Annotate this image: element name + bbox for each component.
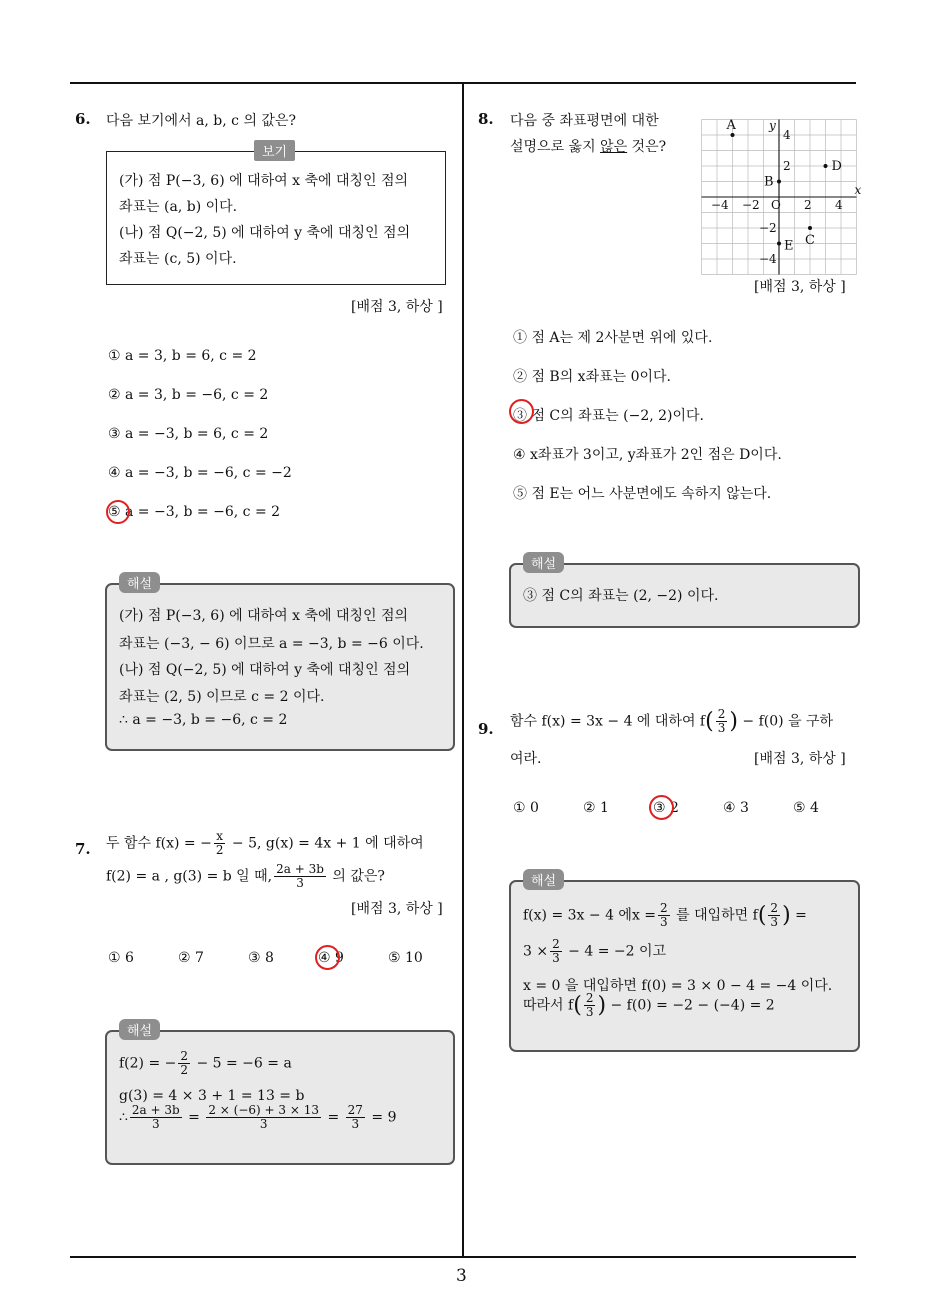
q9-solution-tag: 해설 — [523, 869, 564, 890]
q6-solution-box — [105, 583, 455, 751]
q8-number: 8. — [478, 110, 494, 128]
q8-stem-underlined: 않은 — [600, 139, 628, 155]
q9-score: [배점 3, 하상 ] — [754, 751, 846, 767]
point-label-e: E — [784, 238, 794, 254]
answer-mark-circle — [315, 945, 340, 970]
q7-stem-line1 — [106, 830, 424, 857]
q9-solution-line2 — [523, 938, 666, 965]
q8-choice-5[interactable]: ⑤ 점 E는 어느 사분면에도 속하지 않는다. — [513, 486, 772, 502]
q9-sol-fraction — [550, 938, 562, 965]
x-tick-label: O — [771, 198, 781, 212]
q7-choice-5[interactable]: ⑤ 10 — [388, 950, 423, 966]
q6-choice-1[interactable]: ① a = 3, b = 6, c = 2 — [108, 348, 257, 364]
q9-choice-1[interactable]: ① 0 — [513, 800, 539, 816]
q7-sol-fraction — [206, 1104, 321, 1131]
q6-score: [배점 3, 하상 ] — [351, 299, 443, 315]
q8-solution-line: ③ 점 C의 좌표는 (2, −2) 이다. — [523, 588, 719, 604]
q8-solution-tag: 해설 — [523, 552, 564, 573]
x-tick-label: 2 — [804, 198, 812, 212]
q6-choice-2[interactable]: ② a = 3, b = −6, c = 2 — [108, 387, 269, 403]
point-label-a: A — [726, 118, 736, 133]
column-divider — [462, 82, 464, 1257]
page-number: 3 — [456, 1266, 467, 1286]
q6-box-line: 좌표는 (a, b) 이다. — [119, 199, 238, 215]
x-tick-label: −2 — [742, 198, 760, 212]
q6-solution-line: ∴ a = −3, b = −6, c = 2 — [119, 712, 288, 728]
q9-choice-5[interactable]: ⑤ 4 — [793, 800, 819, 816]
q8-stem-line2 — [510, 136, 666, 156]
q9-stem-line1: 함수 f(x) = 3x − 4 에 대하여 f( $\frac{2}{3}$ ) − f(0) 을 구하 — [510, 707, 834, 735]
q8-choice-1[interactable]: ① 점 A는 제 2사분면 위에 있다. — [513, 330, 713, 346]
q8-coordinate-graph — [700, 117, 862, 279]
q7-sol-text: = 9 — [366, 1109, 397, 1126]
q7-frac-den: 3 — [296, 876, 304, 890]
q6-solution-line: (가) 점 P(−3, 6) 에 대하여 x 축에 대칭인 점의 — [119, 608, 409, 624]
q7-solution-line2: g(3) = 4 × 3 + 1 = 13 = b — [119, 1088, 305, 1104]
q7-stem-line2 — [106, 863, 385, 890]
q9-choice-2[interactable]: ② 1 — [583, 800, 609, 816]
q6-solution-line: 좌표는 (2, 5) 이므로 c = 2 이다. — [119, 689, 325, 705]
q7-choice-1[interactable]: ① 6 — [108, 950, 134, 966]
q7-sol-num: 2 × (−6) + 3 × 13 — [208, 1103, 320, 1117]
q7-solution-line1 — [119, 1050, 292, 1077]
x-tick-label: 4 — [835, 198, 843, 212]
q9-sol-num: 2 — [552, 937, 560, 951]
point-label-d: D — [831, 159, 842, 174]
q9-sol-text: 3 × — [523, 943, 549, 960]
q6-choice-5[interactable]: ⑤ a = −3, b = −6, c = 2 — [108, 504, 281, 520]
q9-frac-den: 3 — [717, 721, 726, 735]
q7-sol-text: ∴ — [119, 1109, 128, 1126]
q7-stem-text: f(2) = a , g(3) = b 일 때, — [106, 868, 273, 885]
q7-sol-text: = — [323, 1109, 344, 1126]
q9-stem-text: − f(0) 을 구하 — [737, 713, 834, 730]
q9-fraction — [716, 708, 728, 735]
point-a — [731, 133, 735, 137]
q9-sol-den: 3 — [585, 1005, 594, 1019]
q8-stem-text: 것은? — [627, 139, 667, 155]
q6-solution-line: 좌표는 (−3, − 6) 이므로 a = −3, b = −6 이다. — [119, 636, 424, 652]
q7-sol-text: − 5 = −6 = a — [192, 1055, 292, 1072]
q9-sol-den: 3 — [770, 915, 779, 929]
q9-number: 9. — [478, 720, 494, 738]
q7-solution-line3 — [119, 1104, 396, 1131]
q7-solution-tag: 해설 — [119, 1019, 160, 1040]
q9-sol-text: 를 대입하면 f — [671, 907, 758, 924]
q9-choice-3[interactable]: ③ 2 — [653, 800, 679, 816]
q7-sol-den: 3 — [259, 1117, 268, 1131]
q6-example-box — [106, 151, 446, 285]
q9-sol-text: 따라서 f — [523, 997, 574, 1014]
point-e — [777, 242, 781, 246]
q9-sol-num: 2 — [585, 991, 594, 1005]
q7-sol-text: = — [183, 1109, 205, 1126]
q8-choice-3[interactable]: ③ 점 C의 좌표는 (−2, 2)이다. — [513, 408, 704, 424]
q6-example-tag: 보기 — [254, 140, 295, 161]
q7-choice-4[interactable]: ④ 9 — [318, 950, 344, 966]
q7-sol-text: f(2) = − — [119, 1055, 177, 1072]
y-tick-label: 2 — [783, 159, 791, 173]
q9-sol-text: f(x) = 3x − 4 에x = — [523, 907, 657, 924]
q9-sol-fraction — [768, 902, 780, 929]
q7-sol-fraction — [178, 1050, 190, 1077]
q7-choice-3[interactable]: ③ 8 — [248, 950, 274, 966]
q7-fraction — [214, 830, 226, 857]
q7-solution-box — [105, 1030, 455, 1165]
q7-stem-text: 의 값은? — [327, 868, 385, 885]
q6-number: 6. — [75, 110, 91, 128]
q7-sol-den: 3 — [152, 1117, 160, 1131]
q9-stem-line2: 여라. — [510, 751, 542, 767]
q9-solution-line4: 따라서 f( $\frac{2}{3}$ ) − f(0) = −2 − (−4) = 2 — [523, 991, 775, 1019]
point-b — [777, 180, 781, 184]
graph-axes — [702, 120, 857, 275]
q9-stem-text: 함수 f(x) = 3x − 4 에 대하여 f — [510, 713, 706, 730]
q8-score: [배점 3, 하상 ] — [754, 279, 846, 295]
q6-solution-tag: 해설 — [119, 572, 160, 593]
q7-sol-num: 2 — [180, 1049, 189, 1063]
q7-score: [배점 3, 하상 ] — [351, 901, 443, 917]
q9-choice-4[interactable]: ④ 3 — [723, 800, 749, 816]
q9-frac-num: 2 — [717, 707, 726, 721]
q8-choice-4[interactable]: ④ x좌표가 3이고, y좌표가 2인 점은 D이다. — [513, 447, 782, 463]
q7-stem-text: 두 함수 f(x) = − — [106, 835, 212, 852]
q7-sol-fraction — [130, 1104, 182, 1131]
q9-solution-line3: x = 0 을 대입하면 f(0) = 3 × 0 − 4 = −4 이다. — [523, 978, 833, 994]
q6-solution-line: (나) 점 Q(−2, 5) 에 대하여 y 축에 대칭인 점의 — [119, 662, 411, 678]
point-label-b: B — [764, 174, 774, 190]
q9-sol-text: − 4 = −2 이고 — [563, 943, 667, 960]
q9-sol-text: = — [790, 907, 807, 924]
y-tick-label: 4 — [783, 128, 791, 142]
q9-sol-fraction — [658, 902, 670, 929]
q7-stem-text: − 5, g(x) = 4x + 1 에 대하여 — [227, 835, 424, 852]
q7-sol-den: 2 — [180, 1063, 189, 1077]
q7-frac-den: 2 — [215, 843, 224, 857]
bottom-rule — [70, 1256, 856, 1258]
q6-choice-4[interactable]: ④ a = −3, b = −6, c = −2 — [108, 465, 292, 481]
q7-sol-fraction — [346, 1104, 365, 1131]
q6-choice-3[interactable]: ③ a = −3, b = 6, c = 2 — [108, 426, 269, 442]
q6-box-line: 좌표는 (c, 5) 이다. — [119, 251, 237, 267]
q9-solution-line1: f(x) = 3x − 4 에x = $\frac{2}{3}$ 를 대입하면 f( $\frac{2}{3}$ ) = — [523, 901, 807, 929]
point-label-c: C — [805, 233, 815, 248]
q7-number: 7. — [75, 840, 91, 858]
point-d — [824, 164, 828, 168]
q6-box-line: (가) 점 P(−3, 6) 에 대하여 x 축에 대칭인 점의 — [119, 173, 409, 189]
answer-mark-circle — [649, 795, 674, 820]
q9-sol-num: 2 — [660, 901, 668, 915]
y-axis-label: y — [769, 118, 776, 133]
y-tick-label: −4 — [759, 252, 777, 266]
x-axis-label: x — [854, 183, 862, 197]
q6-stem: 다음 보기에서 a, b, c 의 값은? — [106, 113, 296, 129]
q8-stem-line1: 다음 중 좌표평면에 대한 — [510, 113, 659, 129]
q7-fraction — [274, 863, 326, 890]
y-tick-label: −2 — [759, 221, 777, 235]
point-c — [808, 226, 812, 230]
q8-solution-box — [509, 563, 860, 628]
q9-sol-den: 3 — [660, 915, 668, 929]
q7-sol-den: 3 — [351, 1117, 360, 1131]
answer-mark-circle — [106, 500, 130, 524]
q9-sol-fraction — [584, 992, 596, 1019]
q8-stem-text: 설명으로 옳지 — [510, 139, 601, 155]
q7-frac-num: x — [214, 830, 226, 844]
q7-sol-num: 27 — [347, 1103, 363, 1117]
q7-frac-num: 2a + 3b — [276, 862, 324, 876]
q8-choice-2[interactable]: ② 점 B의 x좌표는 0이다. — [513, 369, 672, 385]
q9-sol-num: 2 — [770, 901, 779, 915]
q7-sol-num: 2a + 3b — [131, 1103, 180, 1117]
q9-sol-text: − f(0) = −2 − (−4) = 2 — [606, 997, 775, 1014]
x-tick-label: −4 — [711, 198, 729, 212]
answer-mark-circle — [509, 399, 534, 424]
q7-choice-2[interactable]: ② 7 — [178, 950, 204, 966]
q6-box-line: (나) 점 Q(−2, 5) 에 대하여 y 축에 대칭인 점의 — [119, 225, 411, 241]
q9-sol-den: 3 — [552, 951, 560, 965]
q9-solution-box — [509, 880, 860, 1052]
